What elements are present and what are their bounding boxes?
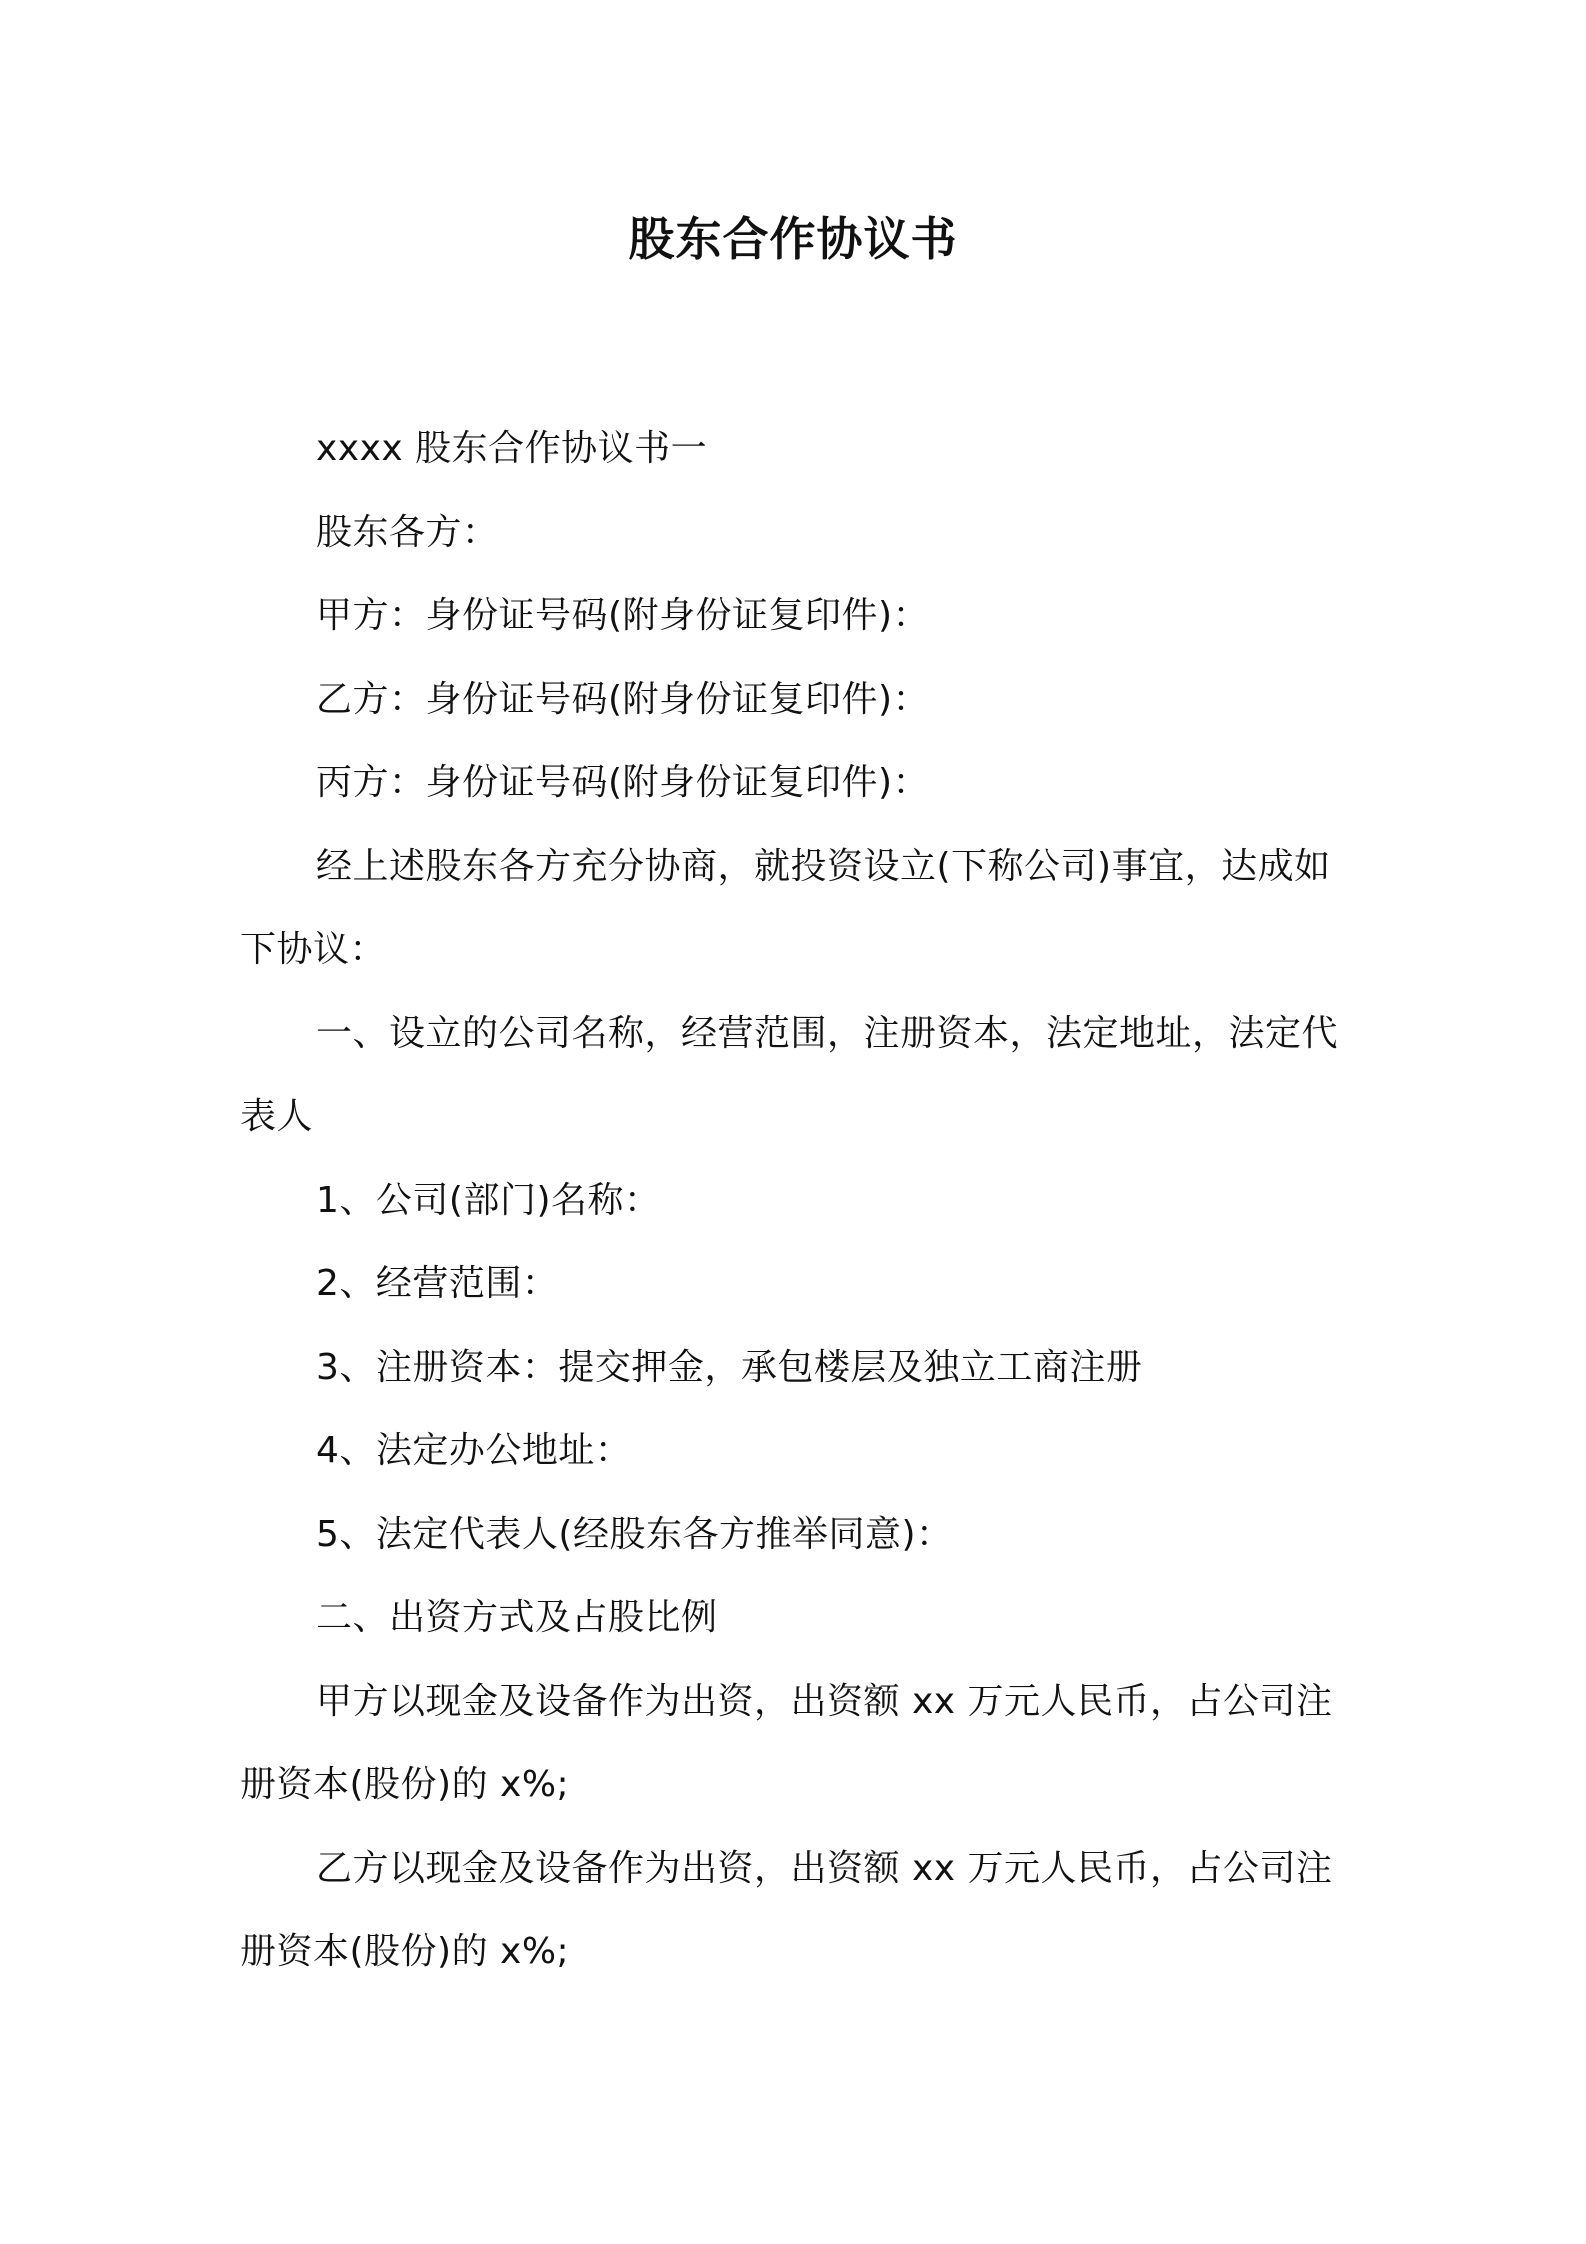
party-a-line: 甲方：身份证号码(附身份证复印件)： (316, 595, 930, 636)
item-legal-representative: 5、法定代表人(经股东各方推举同意)： (316, 1513, 953, 1555)
party-b-contribution: 乙方以现金及设备作为出资，出资额 xx 万元人民币，占公司注册资本(股份)的 x%; (240, 1847, 1333, 1972)
item-business-scope: 2、经营范围： (316, 1263, 559, 1304)
item-registered-capital: 3、注册资本：提交押金，承包楼层及独立工商注册 (316, 1346, 1143, 1388)
section-two-heading: 二、出资方式及占股比例 (316, 1597, 718, 1638)
party-c-line: 丙方：身份证号码(附身份证复印件)： (316, 762, 930, 803)
agreement-heading-line: xxxx 股东合作协议书一 (316, 428, 708, 469)
party-a-contribution: 甲方以现金及设备作为出资，出资额 xx 万元人民币，占公司注册资本(股份)的 x%; (240, 1680, 1333, 1805)
party-b-line: 乙方：身份证号码(附身份证复印件)： (316, 678, 930, 720)
item-office-address: 4、法定办公地址： (316, 1430, 632, 1471)
shareholders-label: 股东各方： (316, 511, 499, 553)
section-one-heading: 一、设立的公司名称，经营范围，注册资本，法定地址，法定代表人 (240, 1012, 1339, 1137)
item-company-name: 1、公司(部门)名称： (316, 1179, 661, 1221)
preamble-paragraph: 经上述股东各方充分协商，就投资设立(下称公司)事宜，达成如下协议： (240, 845, 1331, 970)
document-title: 股东合作协议书 (628, 212, 958, 266)
document-body (240, 407, 1354, 1994)
